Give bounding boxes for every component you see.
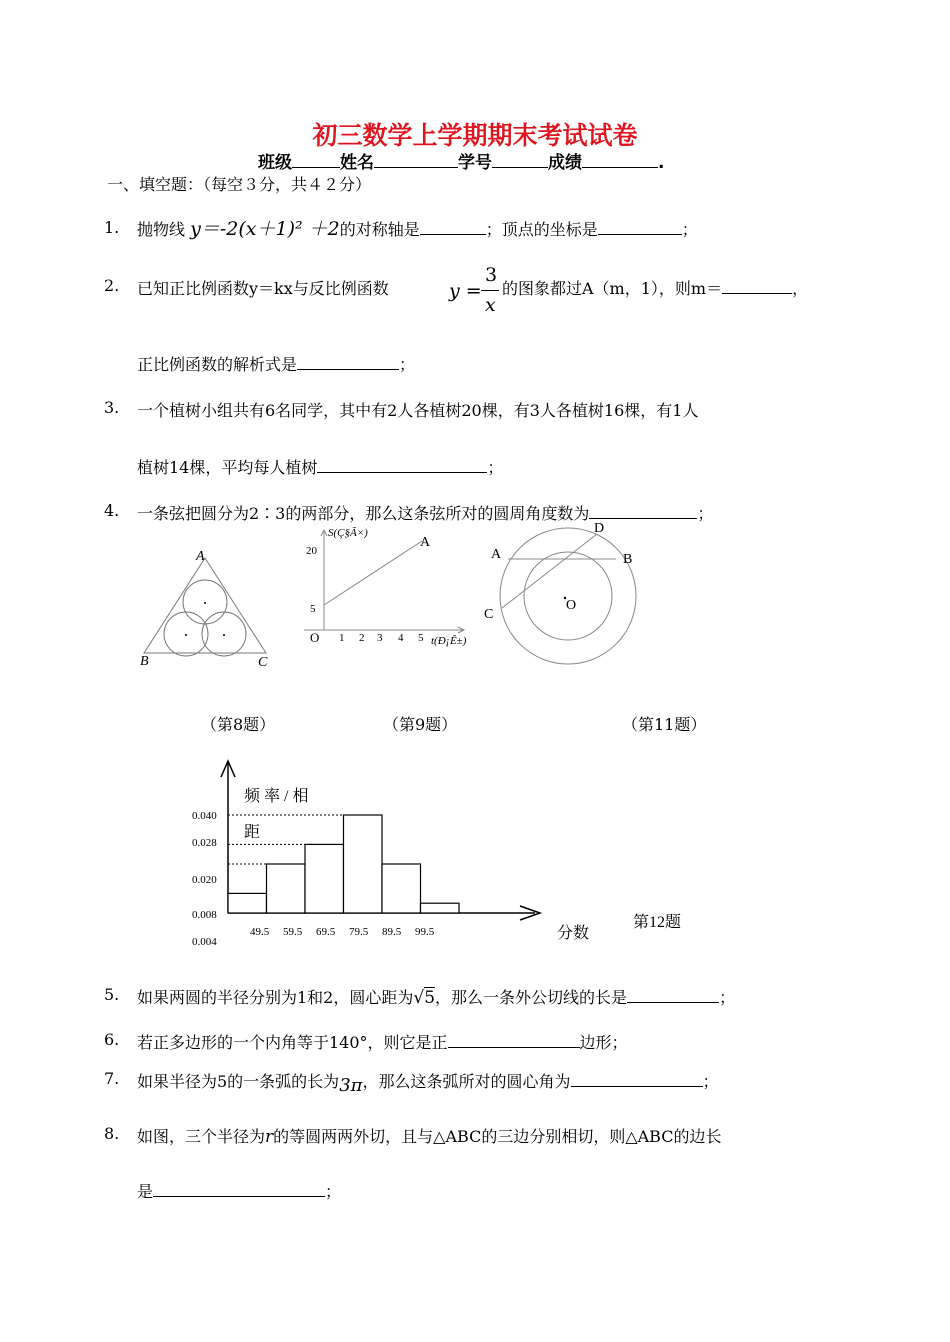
histogram-bar xyxy=(267,864,306,913)
q1-text-2: 的对称轴是 xyxy=(339,220,420,239)
fig9-xtick: 2 xyxy=(359,632,365,644)
q2-mid: 的图象都过A（m，1），则m＝ xyxy=(502,279,723,298)
triangle-abc xyxy=(144,558,266,653)
class-label: 班级 xyxy=(258,153,292,173)
q6-line xyxy=(137,1030,628,1053)
figure-11-circles xyxy=(478,516,648,666)
histogram-xtick-label: 59.5 xyxy=(283,926,303,938)
q8-blank[interactable] xyxy=(153,1182,325,1197)
fig11-label-a: A xyxy=(491,547,502,562)
fig8-caption: （第8题） xyxy=(201,715,276,734)
fig9-caption: （第9题） xyxy=(383,715,458,734)
q8-mid: 的等圆两两外切，且与△ABC的三边分别相切，则△ABC的边长 xyxy=(273,1127,722,1146)
figure-12-histogram xyxy=(180,755,720,955)
q7-end: ； xyxy=(702,1072,719,1091)
q2-end2: ； xyxy=(399,355,416,374)
fig11-label-c: C xyxy=(484,607,494,622)
q5-blank[interactable] xyxy=(627,988,719,1003)
q5-number: 5. xyxy=(104,985,120,1004)
q5-text: 如果两圆的半径分别为1和2，圆心距为 xyxy=(137,988,414,1007)
q5-end: ； xyxy=(719,988,736,1007)
q1-blank-vertex[interactable] xyxy=(598,220,682,235)
fig9-ylabel: S(Ç§Ã×) xyxy=(328,527,368,539)
q4-text: 一条弦把圆分为2∶3的两部分，那么这条弦所对的圆周角度数为 xyxy=(137,504,590,523)
q2-number: 2. xyxy=(104,276,120,295)
histogram-ytick-label: 0.004 xyxy=(192,936,217,948)
hist-ylabel-2: 距 xyxy=(244,824,261,841)
score-field[interactable] xyxy=(582,151,658,168)
sqrt-symbol: √5 xyxy=(413,988,436,1008)
histogram-ytick-label: 0.040 xyxy=(192,810,217,822)
histogram-xtick-label: 89.5 xyxy=(382,926,402,938)
fig8-label-a: A xyxy=(196,549,205,564)
q7-arc-length: 3π xyxy=(339,1075,363,1096)
q6-text: 若正多边形的一个内角等于140°，则它是正 xyxy=(137,1033,448,1052)
q8-radius: r xyxy=(265,1127,274,1147)
histogram-xtick-label: 69.5 xyxy=(316,926,336,938)
fig9-point-a: A xyxy=(420,535,431,550)
class-field[interactable] xyxy=(292,151,340,168)
fig9-xtick: 4 xyxy=(398,632,404,644)
histogram-xtick-label: 99.5 xyxy=(415,926,435,938)
q3-end: ； xyxy=(487,458,504,477)
fig9-line xyxy=(324,541,422,605)
q2-fraction-bar xyxy=(481,290,499,291)
histogram-bar xyxy=(228,893,267,913)
q8-end: ； xyxy=(325,1182,342,1201)
histogram-bar xyxy=(305,844,344,913)
id-field[interactable] xyxy=(492,151,548,168)
hist-xlabel: 分数 xyxy=(557,925,590,942)
q3-line2 xyxy=(137,455,503,478)
q1-end: ； xyxy=(681,220,698,239)
fig9-ytick-20: 20 xyxy=(306,545,317,557)
q1-blank-axis[interactable] xyxy=(420,220,486,235)
section-1-header: 一、填空题：（每空３分，共４２分） xyxy=(107,175,372,194)
q2-text-2 xyxy=(502,276,808,299)
q7-line xyxy=(137,1069,719,1096)
q3-line2-text: 植树14棵，平均每人植树 xyxy=(137,458,318,477)
fig8-label-c: C xyxy=(258,655,268,670)
q1-number: 1. xyxy=(104,218,120,237)
q3-line1: 一个植树小组共有6名同学，其中有2人各植树20棵，有3人各植树16棵，有1人 xyxy=(137,401,699,420)
q2-line2-text: 正比例函数的解析式是 xyxy=(137,355,298,374)
fig8-label-b: B xyxy=(140,654,149,669)
q8-number: 8. xyxy=(104,1124,120,1143)
figure-8-triangle xyxy=(130,540,280,680)
info-end: . xyxy=(658,153,665,173)
histogram-xtick-label: 49.5 xyxy=(250,926,270,938)
fig11-caption: （第11题） xyxy=(622,715,707,734)
fig9-xtick: 5 xyxy=(418,632,424,644)
q8-line2-text: 是 xyxy=(137,1182,154,1201)
id-label: 学号 xyxy=(458,153,492,173)
fig11-label-b: B xyxy=(623,552,633,567)
q2-fraction-y xyxy=(449,280,482,302)
q2-blank-m[interactable] xyxy=(722,279,792,294)
q7-mid: ，那么这条弧所对的圆心角为 xyxy=(362,1072,571,1091)
q5-mid: ，那么一条外公切线的长是 xyxy=(435,988,628,1007)
q3-blank[interactable] xyxy=(317,458,487,473)
fig11-label-o: O xyxy=(566,598,577,613)
q1-formula: y＝-2(x＋1)² ＋2 xyxy=(190,218,340,240)
exam-title: 初三数学上学期期末考试试卷 xyxy=(312,121,638,150)
q7-blank[interactable] xyxy=(571,1072,703,1087)
q2-fy: y = xyxy=(449,280,482,302)
q8-line2 xyxy=(137,1179,341,1202)
histogram-bar xyxy=(421,903,460,913)
histogram-ytick-label: 0.028 xyxy=(192,837,217,849)
fig9-ytick-5: 5 xyxy=(310,603,316,615)
score-label: 成绩 xyxy=(548,153,582,173)
fig11-inner-circle xyxy=(524,552,612,640)
histogram-bar xyxy=(344,815,383,913)
histogram-ytick-label: 0.008 xyxy=(192,909,217,921)
fig9-origin: O xyxy=(310,630,320,645)
q8-line1 xyxy=(137,1124,721,1147)
q1-text-3: ；顶点的坐标是 xyxy=(485,220,598,239)
q5-line xyxy=(137,985,735,1008)
fig9-xlabel: t(Ð¡Ê±) xyxy=(431,635,467,647)
fig9-xtick: 1 xyxy=(339,632,345,644)
q2-fraction-num: 3 xyxy=(485,264,498,286)
q6-blank[interactable] xyxy=(448,1033,580,1048)
q2-fraction-den: x xyxy=(485,294,496,316)
hist-caption: 第12题 xyxy=(633,914,682,931)
q3-number: 3. xyxy=(104,398,120,417)
q5-root: 5 xyxy=(424,988,436,1008)
q4-end: ； xyxy=(697,504,714,523)
figure-9-graph xyxy=(298,520,478,650)
q6-number: 6. xyxy=(104,1030,120,1049)
hist-ylabel-1: 频 率 / 相 xyxy=(244,788,309,805)
q2-end: ， xyxy=(792,279,809,298)
q7-number: 7. xyxy=(104,1069,120,1088)
q2-blank-expression[interactable] xyxy=(297,355,399,370)
name-label: 姓名 xyxy=(340,153,374,173)
student-info-line xyxy=(258,148,664,173)
q8-text: 如图，三个半径为 xyxy=(137,1127,266,1146)
fig11-chord-cd xyxy=(502,534,597,608)
q2-line2 xyxy=(137,352,415,375)
histogram-xtick-label: 79.5 xyxy=(349,926,369,938)
q4-number: 4. xyxy=(104,501,120,520)
q1 xyxy=(137,214,698,241)
fig9-xtick: 3 xyxy=(377,632,383,644)
histogram-ytick-label: 0.020 xyxy=(192,874,217,886)
q2-text: 已知正比例函数y＝kx与反比例函数 xyxy=(137,279,389,298)
q1-text: 抛物线 xyxy=(137,220,186,239)
fig11-label-d: D xyxy=(594,521,605,536)
fig11-outer-circle xyxy=(500,528,636,664)
name-field[interactable] xyxy=(374,151,458,168)
q7-text: 如果半径为5的一条弧的长为 xyxy=(137,1072,340,1091)
q6-end: 边形； xyxy=(579,1033,628,1052)
histogram-bar xyxy=(382,864,421,913)
